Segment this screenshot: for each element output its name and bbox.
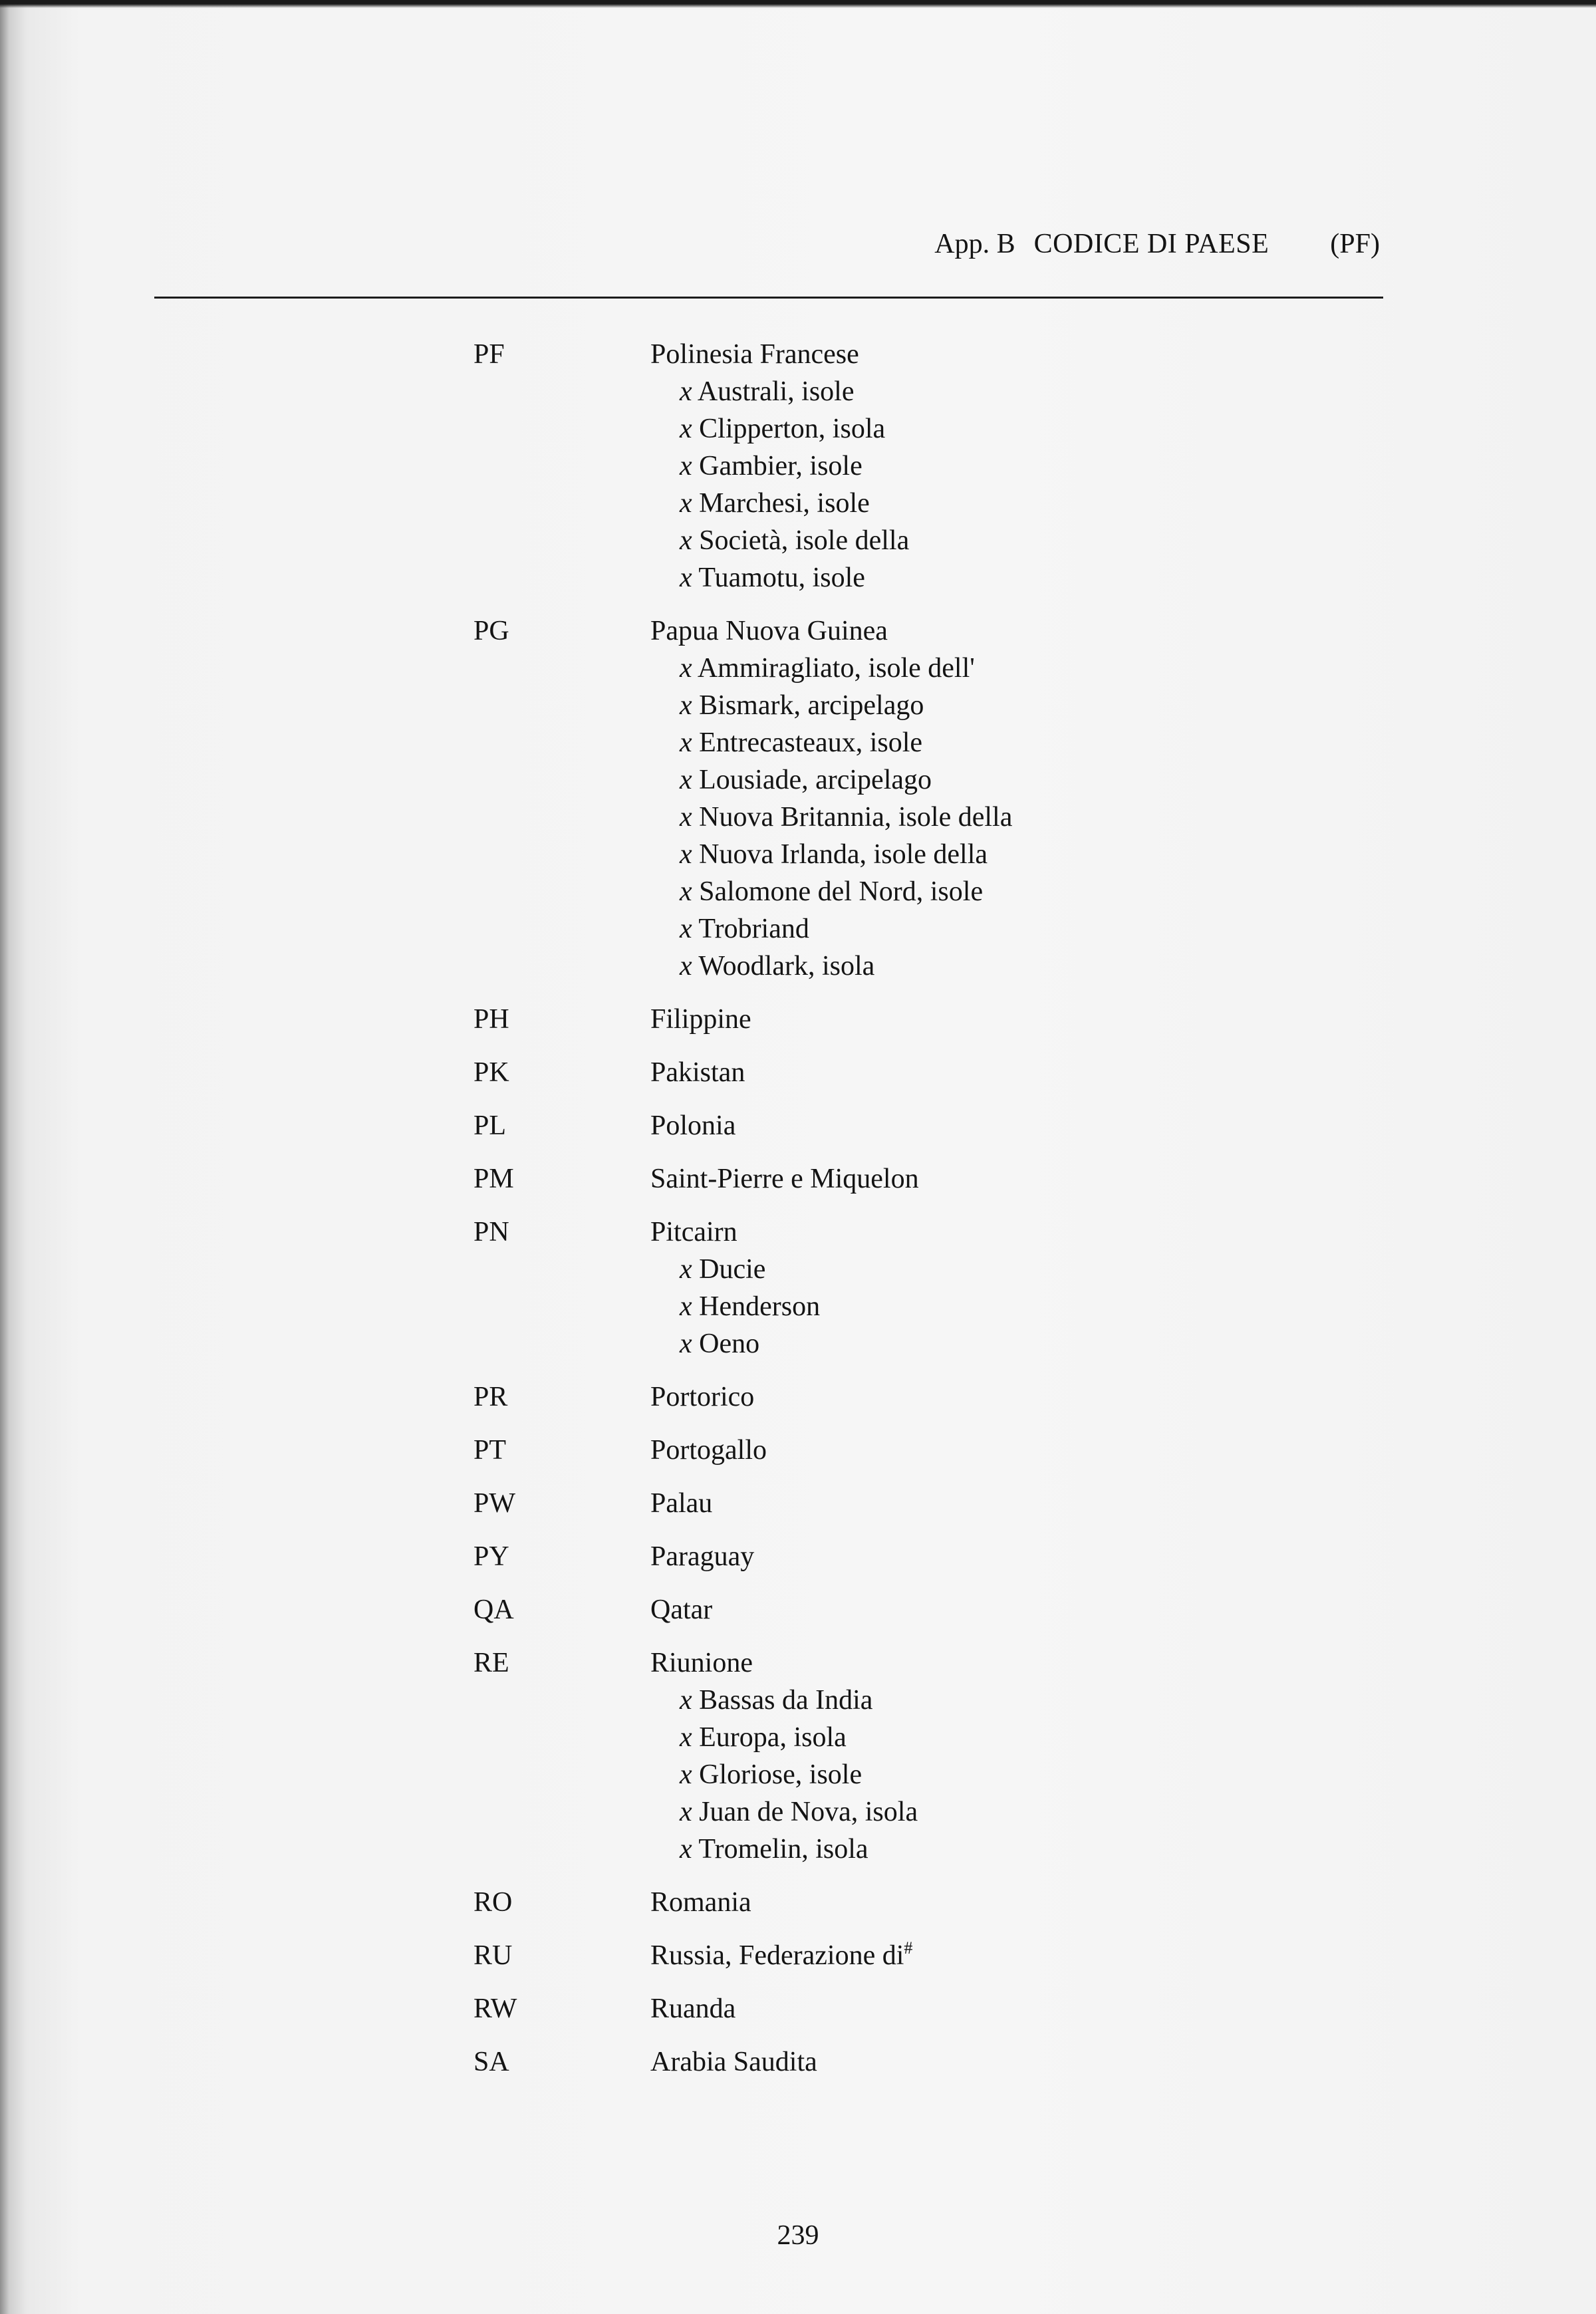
subentry-text: Società, isole della	[699, 525, 910, 556]
country-entry	[0, 1214, 1596, 1251]
see-from-marker: x	[680, 727, 692, 758]
subentry-text: Henderson	[699, 1291, 821, 1322]
subentry-text: Lousiade, arcipelago	[699, 765, 932, 795]
country-code: QA	[473, 1595, 514, 1625]
country-entry	[0, 1937, 1596, 1974]
country-code: PH	[473, 1004, 509, 1035]
country-name	[650, 1591, 712, 1628]
country-entry	[0, 1644, 1596, 1682]
subentry	[0, 1793, 1596, 1831]
subentry-line	[680, 1831, 868, 1868]
subentry-text: Bassas da India	[699, 1685, 873, 1716]
see-from-marker: x	[680, 1797, 692, 1827]
entry-gap	[0, 1575, 1596, 1591]
subentry-text: Marchesi, isole	[699, 488, 870, 519]
subentry	[0, 559, 1596, 596]
country-entry	[0, 1107, 1596, 1144]
subentry-text: Salomone del Nord, isole	[699, 876, 984, 907]
country-name-text: Ruanda	[650, 1993, 736, 2024]
subentry-text: Tromelin, isola	[698, 1834, 868, 1864]
country-name	[650, 612, 888, 650]
see-from-marker: x	[680, 1329, 692, 1359]
country-entry	[0, 1990, 1596, 2027]
note-mark: #	[904, 1938, 913, 1958]
see-from-marker: x	[680, 414, 692, 444]
country-entry	[0, 1001, 1596, 1038]
entry-gap	[0, 1469, 1596, 1485]
header-title: CODICE DI PAESE	[1033, 229, 1269, 259]
running-header	[934, 228, 1380, 260]
subentry	[0, 1831, 1596, 1868]
subentry-text: Tuamotu, isole	[698, 563, 865, 593]
subentry	[0, 1682, 1596, 1719]
country-name	[650, 1107, 735, 1144]
entry-gap	[0, 1144, 1596, 1160]
subentry-text: Trobriand	[698, 914, 809, 944]
country-entry	[0, 1591, 1596, 1628]
country-entry	[0, 1054, 1596, 1091]
subentry	[0, 1251, 1596, 1288]
country-name-text: Portorico	[650, 1382, 755, 1412]
see-from-marker: x	[680, 876, 692, 907]
subentry-line	[680, 873, 983, 910]
subentry-line	[680, 948, 874, 985]
country-name	[650, 1644, 753, 1682]
country-name	[650, 1485, 712, 1522]
see-from-marker: x	[680, 1722, 692, 1753]
see-from-marker: x	[680, 690, 692, 721]
country-name-text: Qatar	[650, 1595, 713, 1625]
country-entry	[0, 1884, 1596, 1921]
see-from-marker: x	[680, 765, 692, 795]
country-code: PF	[473, 339, 505, 370]
country-code: PK	[473, 1057, 509, 1088]
country-code: PT	[473, 1435, 507, 1466]
entry-gap	[0, 1416, 1596, 1432]
subentry	[0, 1288, 1596, 1325]
subentry	[0, 687, 1596, 724]
page-top-edge	[0, 0, 1596, 8]
see-from-marker: x	[680, 376, 692, 407]
subentry-text: Gambier, isole	[699, 451, 863, 481]
country-name	[650, 1884, 751, 1921]
country-code: PL	[473, 1110, 507, 1141]
country-entry	[0, 612, 1596, 650]
subentry-text: Nuova Irlanda, isole della	[699, 839, 988, 870]
see-from-marker: x	[680, 914, 692, 944]
subentry-line	[680, 910, 809, 948]
subentry-line	[680, 448, 863, 485]
see-from-marker: x	[680, 525, 692, 556]
country-entry	[0, 1432, 1596, 1469]
country-code-list	[0, 336, 1596, 2081]
subentry	[0, 1719, 1596, 1756]
subentry-text: Ammiragliato, isole dell'	[697, 653, 975, 684]
country-name-text: Palau	[650, 1488, 713, 1519]
country-name-text: Saint-Pierre e Miquelon	[650, 1164, 919, 1194]
country-name	[650, 2043, 817, 2081]
subentry-text: Gloriose, isole	[699, 1759, 863, 1790]
see-from-marker: x	[680, 951, 692, 981]
subentry-line	[680, 836, 988, 873]
country-name-text: Romania	[650, 1887, 751, 1918]
subentry-line	[680, 1719, 847, 1756]
country-name-text: Polinesia Francese	[650, 339, 859, 370]
country-name	[650, 1054, 745, 1091]
subentry-line	[680, 799, 1012, 836]
subentry-text: Bismark, arcipelago	[699, 690, 924, 721]
entry-gap	[0, 596, 1596, 612]
country-name	[650, 1990, 735, 2027]
subentry-line	[680, 485, 870, 522]
entry-gap	[0, 1362, 1596, 1378]
entry-gap	[0, 1974, 1596, 1990]
country-code: RW	[473, 1993, 517, 2024]
see-from-marker: x	[680, 802, 692, 833]
country-entry	[0, 1485, 1596, 1522]
subentry	[0, 485, 1596, 522]
subentry	[0, 448, 1596, 485]
subentry	[0, 910, 1596, 948]
entry-gap	[0, 1522, 1596, 1538]
page-number: 239	[777, 2220, 819, 2251]
entry-gap	[0, 1628, 1596, 1644]
country-code: PM	[473, 1164, 514, 1194]
subentry-line	[680, 761, 932, 799]
entry-gap	[0, 985, 1596, 1001]
subentry-line	[680, 1251, 765, 1288]
see-from-marker: x	[680, 451, 692, 481]
subentry-text: Oeno	[699, 1329, 760, 1359]
subentry	[0, 522, 1596, 559]
subentry-line	[680, 1793, 918, 1831]
subentry-text: Nuova Britannia, isole della	[699, 802, 1013, 833]
country-code: RE	[473, 1648, 509, 1678]
see-from-marker: x	[680, 653, 692, 684]
entry-gap	[0, 1038, 1596, 1054]
see-from-marker: x	[680, 1759, 692, 1790]
subentry-text: Australi, isole	[697, 376, 855, 407]
entry-gap	[0, 1921, 1596, 1937]
country-entry	[0, 1160, 1596, 1198]
subentry-line	[680, 687, 924, 724]
country-code: SA	[473, 2047, 509, 2077]
country-name	[650, 1001, 751, 1038]
see-from-marker: x	[680, 1291, 692, 1322]
country-name	[650, 1378, 754, 1416]
country-code: PY	[473, 1541, 509, 1572]
country-name	[650, 1432, 767, 1469]
subentry	[0, 836, 1596, 873]
country-entry	[0, 1378, 1596, 1416]
country-code: RO	[473, 1887, 513, 1918]
subentry	[0, 724, 1596, 761]
entry-gap	[0, 1868, 1596, 1884]
subentry	[0, 1756, 1596, 1793]
see-from-marker: x	[680, 839, 692, 870]
see-from-marker: x	[680, 1685, 692, 1716]
subentry-text: Juan de Nova, isola	[699, 1797, 918, 1827]
see-from-marker: x	[680, 563, 692, 593]
subentry	[0, 650, 1596, 687]
see-from-marker: x	[680, 488, 692, 519]
header-appendix: App. B	[934, 229, 1015, 259]
header-rule	[154, 297, 1383, 299]
subentry-line	[680, 1682, 872, 1719]
see-from-marker: x	[680, 1254, 692, 1285]
country-code: PG	[473, 616, 509, 646]
country-name	[650, 1538, 754, 1575]
country-code: PW	[473, 1488, 515, 1519]
country-name	[650, 336, 859, 373]
country-name-text: Pakistan	[650, 1057, 745, 1088]
country-name-text: Russia, Federazione di	[650, 1940, 904, 1971]
subentry	[0, 1325, 1596, 1362]
subentry	[0, 761, 1596, 799]
subentry-text: Clipperton, isola	[699, 414, 886, 444]
subentry-text: Entrecasteaux, isole	[699, 727, 923, 758]
subentry-line	[680, 724, 922, 761]
country-name	[650, 1160, 919, 1198]
country-name-text: Paraguay	[650, 1541, 755, 1572]
country-name-text: Riunione	[650, 1648, 753, 1678]
subentry-text: Ducie	[699, 1254, 766, 1285]
country-code: PR	[473, 1382, 508, 1412]
subentry	[0, 873, 1596, 910]
country-name-text: Polonia	[650, 1110, 736, 1141]
country-code: PN	[473, 1217, 509, 1247]
subentry	[0, 799, 1596, 836]
country-entry	[0, 1538, 1596, 1575]
country-name	[650, 1214, 737, 1251]
header-code-range: (PF)	[1330, 229, 1380, 259]
entry-gap	[0, 1091, 1596, 1107]
country-name-text: Filippine	[650, 1004, 751, 1035]
subentry-line	[680, 559, 865, 596]
subentry-line	[680, 373, 854, 410]
country-entry	[0, 336, 1596, 373]
entry-gap	[0, 2027, 1596, 2043]
subentry-text: Europa, isola	[699, 1722, 847, 1753]
country-code: RU	[473, 1940, 513, 1971]
country-name-text: Arabia Saudita	[650, 2047, 817, 2077]
subentry-line	[680, 650, 975, 687]
country-name-text: Pitcairn	[650, 1217, 737, 1247]
country-entry	[0, 2043, 1596, 2081]
subentry-line	[680, 1756, 862, 1793]
entry-gap	[0, 1198, 1596, 1214]
country-name-text: Portogallo	[650, 1435, 767, 1466]
subentry	[0, 373, 1596, 410]
subentry-line	[680, 1325, 759, 1362]
country-name-text: Papua Nuova Guinea	[650, 616, 888, 646]
subentry-line	[680, 522, 909, 559]
subentry-line	[680, 1288, 820, 1325]
subentry	[0, 410, 1596, 448]
country-name	[650, 1937, 912, 1974]
subentry-text: Woodlark, isola	[698, 951, 875, 981]
subentry	[0, 948, 1596, 985]
see-from-marker: x	[680, 1834, 692, 1864]
subentry-line	[680, 410, 885, 448]
